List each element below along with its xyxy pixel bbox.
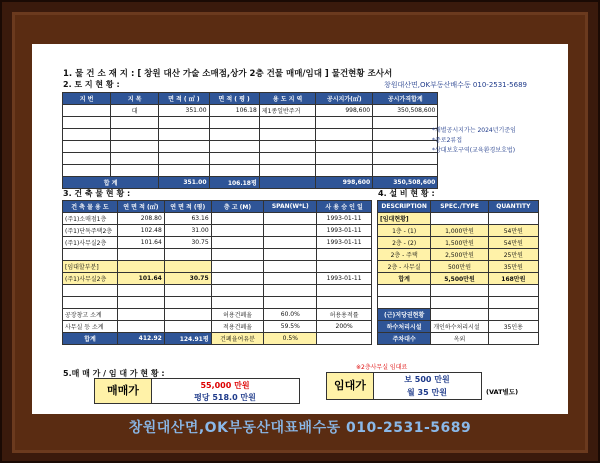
rent-monthly: 월 35 만원	[407, 388, 447, 397]
fac-sewer-value: 개인하수처리시설	[431, 321, 488, 333]
bld-cell: (주1)사무실2층	[63, 237, 118, 249]
agent-line: 창원대산면,OK부동산배수동 010-2531-5689	[384, 81, 527, 89]
bld-bcr-label: 허용건폐율	[211, 309, 264, 321]
bld-col-area-py: 연 면 적 (평)	[164, 201, 211, 213]
land-cell-lot	[63, 105, 111, 117]
facility-empty-row	[378, 297, 539, 309]
land-cell-total: 350,508,600	[373, 105, 438, 117]
bld-col-area-m2: 연 면 적 (㎡)	[117, 201, 164, 213]
land-col-price: 공시지가(㎡)	[316, 93, 373, 105]
land-col-blank	[438, 93, 540, 105]
bld-cell: 208.80	[117, 213, 164, 225]
land-heading: 2. 토 지 현 황 :	[63, 80, 120, 89]
document-title: 1. 물 건 소 재 지 : [ 창원 대산 가술 소매점,상가 2층 건물 매매/임대 ] 물건현황 조사서	[63, 69, 393, 79]
facility-row	[378, 261, 539, 273]
bld-cell: 1993-01-11	[317, 237, 372, 249]
land-cell-area-py: 106.18	[209, 105, 259, 117]
facility-row	[378, 249, 539, 261]
building-factory-row	[63, 309, 372, 321]
fac-section-label: [임대현황]	[378, 213, 431, 225]
land-total-sum: 350,508,600	[373, 177, 438, 189]
sale-per-pyeong: 평당 518.0 만원	[194, 393, 256, 402]
bld-cell: 1993-01-11	[317, 213, 372, 225]
land-row	[63, 105, 540, 117]
vat-note: (VAT별도)	[486, 388, 519, 396]
bld-col-span: SPAN(W*L)	[264, 201, 317, 213]
bld-cell: (주1)단독주택2층	[63, 225, 118, 237]
bld-cell: 1993-01-11	[317, 273, 372, 285]
fac-col-desc: DESCRIPTION	[378, 201, 431, 213]
building-table	[62, 200, 372, 345]
building-rent-row	[63, 273, 372, 285]
land-col-zone: 용 도 지 역	[259, 93, 316, 105]
bld-cell: 101.64	[117, 237, 164, 249]
bld-col-height: 층 고 (M)	[211, 201, 264, 213]
price-heading: 5.매 매 가 / 임 대 가 현 황 :	[63, 369, 165, 378]
bld-factory-label: 공장창고 소계	[63, 309, 118, 321]
watermark-text: 창원대산면,OK부동산대표배수동 010-2531-5689	[128, 420, 472, 436]
bld-sum-py: 124.91평	[164, 333, 211, 345]
sale-price: 55,000 만원	[200, 381, 250, 390]
fac-cell: 1,000만원	[431, 225, 488, 237]
rent-box	[326, 372, 482, 400]
sale-box	[94, 378, 300, 404]
land-cell-price: 998,600	[316, 105, 373, 117]
rent-deposit: 보 500 만원	[404, 375, 450, 384]
land-col-area-m2: 면 적 ( ㎡ )	[159, 93, 209, 105]
land-cell-category: 대	[111, 105, 159, 117]
facility-power-row	[378, 309, 539, 321]
land-note: *중로2류접	[432, 137, 463, 144]
bld-abcr-value: 59.5%	[264, 321, 317, 333]
bld-spare-label: 건폐율여유분	[211, 333, 264, 345]
land-total-area-m2: 351.00	[159, 177, 209, 189]
building-row	[63, 237, 372, 249]
land-col-category: 지 목	[111, 93, 159, 105]
fac-cell: 1,500만원	[431, 237, 488, 249]
bld-cell: (주1)소매점1층	[63, 213, 118, 225]
building-office-row	[63, 321, 372, 333]
fac-sewer-label: 하수처리시설	[378, 321, 431, 333]
document-sheet	[32, 44, 568, 414]
building-empty-row	[63, 249, 372, 261]
bld-sum-m2: 412.92	[117, 333, 164, 345]
facility-total-row	[378, 273, 539, 285]
building-row	[63, 213, 372, 225]
land-col-area-py: 면 적 ( 평 )	[209, 93, 259, 105]
fac-cell: 5,500만원	[431, 273, 488, 285]
land-note: *개별공시지가는 2024년기준임	[432, 127, 516, 134]
land-total-label: 합 계	[63, 177, 159, 189]
fac-cell: 2,500만원	[431, 249, 488, 261]
bld-sum-label: 합계	[63, 333, 118, 345]
land-header-row	[63, 93, 540, 105]
fac-cell: 2층 - (2)	[378, 237, 431, 249]
building-sum-row	[63, 333, 372, 345]
bld-far-label: 허용용적률	[317, 309, 372, 321]
bld-cell: 31.00	[164, 225, 211, 237]
fac-col-spec: SPEC./TYPE	[431, 201, 488, 213]
facility-row	[378, 225, 539, 237]
land-col-lot: 지 번	[63, 93, 111, 105]
land-col-total: 공시가격합계	[373, 93, 438, 105]
fac-cell: 2층 - 사무실	[378, 261, 431, 273]
rent-note: ※2층사무실 임대료	[356, 364, 408, 371]
fac-cell: 500만원	[431, 261, 488, 273]
building-heading: 3. 건 축 물 현 황 :	[63, 189, 131, 198]
building-empty-row	[63, 285, 372, 297]
bld-cell: 63.16	[164, 213, 211, 225]
bld-bcr-value: 60.0%	[264, 309, 317, 321]
building-rent-label-row	[63, 261, 372, 273]
bld-cell: 30.75	[164, 237, 211, 249]
fac-cell: 168만원	[488, 273, 538, 285]
facility-heading: 4. 설 비 현 황 :	[378, 189, 435, 198]
bld-cell: 30.75	[164, 273, 211, 285]
land-total-row	[63, 177, 540, 189]
facility-parking-row	[378, 333, 539, 345]
bld-cell: 1993-01-11	[317, 225, 372, 237]
facility-header-row	[378, 201, 539, 213]
land-notes	[432, 126, 516, 156]
fac-power-label: (근)저당권현황	[378, 309, 431, 321]
land-cell-area-m2: 351.00	[159, 105, 209, 117]
fac-sewer-qty: 35인용	[488, 321, 538, 333]
fac-col-qty: QUANTITY	[488, 201, 538, 213]
bld-spare-value: 0.5%	[264, 333, 317, 345]
land-total-price: 998,600	[316, 177, 373, 189]
fac-parking-value: 옥외	[431, 333, 488, 345]
land-empty-row	[63, 165, 540, 177]
building-row	[63, 225, 372, 237]
bld-cell: 102.48	[117, 225, 164, 237]
bld-abcr-label: 적용건폐율	[211, 321, 264, 333]
facility-sewer-row	[378, 321, 539, 333]
facility-table	[377, 200, 539, 345]
sale-label: 매매가	[95, 379, 152, 403]
fac-cell: 합계	[378, 273, 431, 285]
fac-cell: 35만원	[488, 261, 538, 273]
fac-cell: 2층 - 주택	[378, 249, 431, 261]
facility-empty-row	[378, 285, 539, 297]
bld-cell: 101.64	[117, 273, 164, 285]
bld-col-use: 건 축 물 용 도	[63, 201, 118, 213]
bld-office-label: 사무실 등 소계	[63, 321, 118, 333]
land-note: *상대보호구역(교육환경보호법)	[432, 147, 516, 154]
fac-cell: 54만원	[488, 237, 538, 249]
facility-section-row	[378, 213, 539, 225]
facility-row	[378, 237, 539, 249]
fac-cell: 25만원	[488, 249, 538, 261]
bld-col-date: 사 용 승 인 일	[317, 201, 372, 213]
rent-label: 임대가	[327, 373, 374, 399]
fac-cell: 54만원	[488, 225, 538, 237]
bld-far-value: 200%	[317, 321, 372, 333]
land-total-area-py: 106.18평	[209, 177, 259, 189]
fac-parking-label: 주차대수	[378, 333, 431, 345]
building-empty-row	[63, 297, 372, 309]
building-header-row	[63, 201, 372, 213]
fac-cell: 1층 - (1)	[378, 225, 431, 237]
bld-cell: (주1)사무실2층	[63, 273, 118, 285]
land-cell-zone: 제1종일반주거	[259, 105, 316, 117]
bld-rent-label: [임대할부분]	[63, 261, 118, 273]
